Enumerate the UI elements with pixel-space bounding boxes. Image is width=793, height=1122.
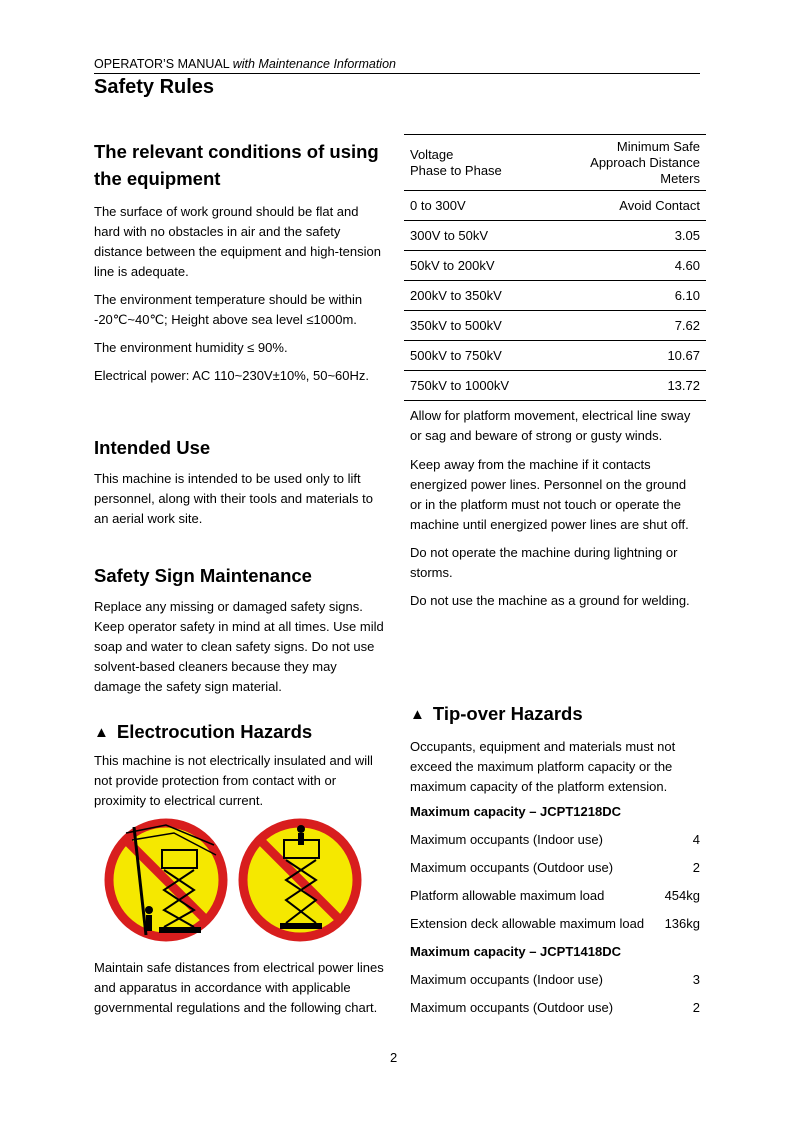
table-row: 750kV to 1000kV 13.72 xyxy=(404,371,706,401)
table-row: 300V to 50kV 3.05 xyxy=(404,221,706,251)
electrocution-followup xyxy=(94,958,384,1018)
electrocution-heading: Electrocution Hazards xyxy=(116,721,313,742)
voltage-distance-table xyxy=(404,134,706,401)
page-number: 2 xyxy=(390,1050,398,1065)
sign-maintenance-p1: Replace any missing or damaged safety signs. Keep operator safety in mind at all times. Use mild soap and water to clean safety signs. Do not use solvent-based cleaners because they may damage the safety sign material. xyxy=(94,599,384,694)
right-p1: Allow for platform movement, electrical line sway or sag and beware of strong or gusty winds. xyxy=(410,408,691,443)
capacity-title-jcpt1218dc: Maximum capacity – JCPT1218DC xyxy=(410,804,621,819)
page-header xyxy=(94,57,700,74)
sign-maintenance-heading: Safety Sign Maintenance xyxy=(94,565,312,586)
right-text-section xyxy=(410,406,700,611)
conditions-p4: Electrical power: AC 110~230V±10%, 50~60Hz. xyxy=(94,368,369,383)
tipover-heading: Tip-over Hazards xyxy=(432,703,583,724)
capacity-title-jcpt1418dc: Maximum capacity – JCPT1418DC xyxy=(410,944,621,959)
manual-subtitle: with Maintenance Information xyxy=(232,57,396,71)
table-row: 200kV to 350kV 6.10 xyxy=(404,281,706,311)
sign-maintenance-section xyxy=(94,562,384,697)
list-item: Maximum occupants (Outdoor use) 2 xyxy=(410,1000,700,1015)
table-row: 350kV to 500kV 7.62 xyxy=(404,311,706,341)
capacity-list xyxy=(410,798,700,1022)
list-item: Maximum occupants (Indoor use) 4 xyxy=(410,832,700,847)
list-item: Maximum occupants (Indoor use) 3 xyxy=(410,972,700,987)
table-row: 0 to 300V Avoid Contact xyxy=(404,191,706,221)
electrocution-section xyxy=(94,718,384,811)
left-column xyxy=(94,138,384,386)
right-p4: Do not use the machine as a ground for welding. xyxy=(410,593,690,608)
electrocution-signs xyxy=(104,815,364,945)
warning-triangle-icon: ▲ xyxy=(94,724,109,741)
conditions-heading: The relevant conditions of using the equipment xyxy=(94,141,379,189)
right-p2: Keep away from the machine if it contacts energized power lines. Personnel on the ground or in the platform must not touch or operate the machine until energized power lines are shut off. xyxy=(410,457,689,532)
intended-use-section xyxy=(94,434,384,529)
list-item: Maximum occupants (Outdoor use) 2 xyxy=(410,860,700,875)
tipover-section xyxy=(410,700,700,1022)
manual-title: OPERATOR’S MANUAL xyxy=(94,57,230,71)
intended-use-p1: This machine is intended to be used only to lift personnel, along with their tools and materials to an aerial work site. xyxy=(94,471,373,526)
list-item: Extension deck allowable maximum load 136kg xyxy=(410,916,700,931)
intended-use-heading: Intended Use xyxy=(94,437,211,458)
table-row: 50kV to 200kV 4.60 xyxy=(404,251,706,281)
table-row: 500kV to 750kV 10.67 xyxy=(404,341,706,371)
warning-triangle-icon: ▲ xyxy=(410,706,425,723)
right-p3: Do not operate the machine during lightning or storms. xyxy=(410,545,678,580)
electrocution-p1: This machine is not electrically insulated and will not provide protection from contact with or proximity to electrical current. xyxy=(94,753,373,808)
power-line-prohibit-icon xyxy=(109,823,223,937)
list-item: Platform allowable maximum load 454kg xyxy=(410,888,700,903)
electrocution-p2: Maintain safe distances from electrical power lines and apparatus in accordance with applicable governmental regulations and the following chart. xyxy=(94,960,384,1015)
table-header-row xyxy=(404,135,706,191)
page-title: Safety Rules xyxy=(94,76,215,98)
voltage-column-header: Voltage Phase to Phase xyxy=(410,146,502,178)
conditions-p1: The surface of work ground should be flat and hard with no obstacles in air and the safety distance between the equipment and high-tension line is adequate. xyxy=(94,204,381,279)
distance-column-header: Minimum Safe Approach Distance Meters xyxy=(590,138,700,186)
conditions-p3: The environment humidity ≤ 90%. xyxy=(94,340,288,355)
tip-over-prohibit-icon xyxy=(243,823,357,937)
tipover-p1: Occupants, equipment and materials must not exceed the maximum platform capacity or the maximum capacity of the platform extension. xyxy=(410,739,676,794)
conditions-p2: The environment temperature should be within -20℃~40℃; Height above sea level ≤1000m. xyxy=(94,292,363,327)
